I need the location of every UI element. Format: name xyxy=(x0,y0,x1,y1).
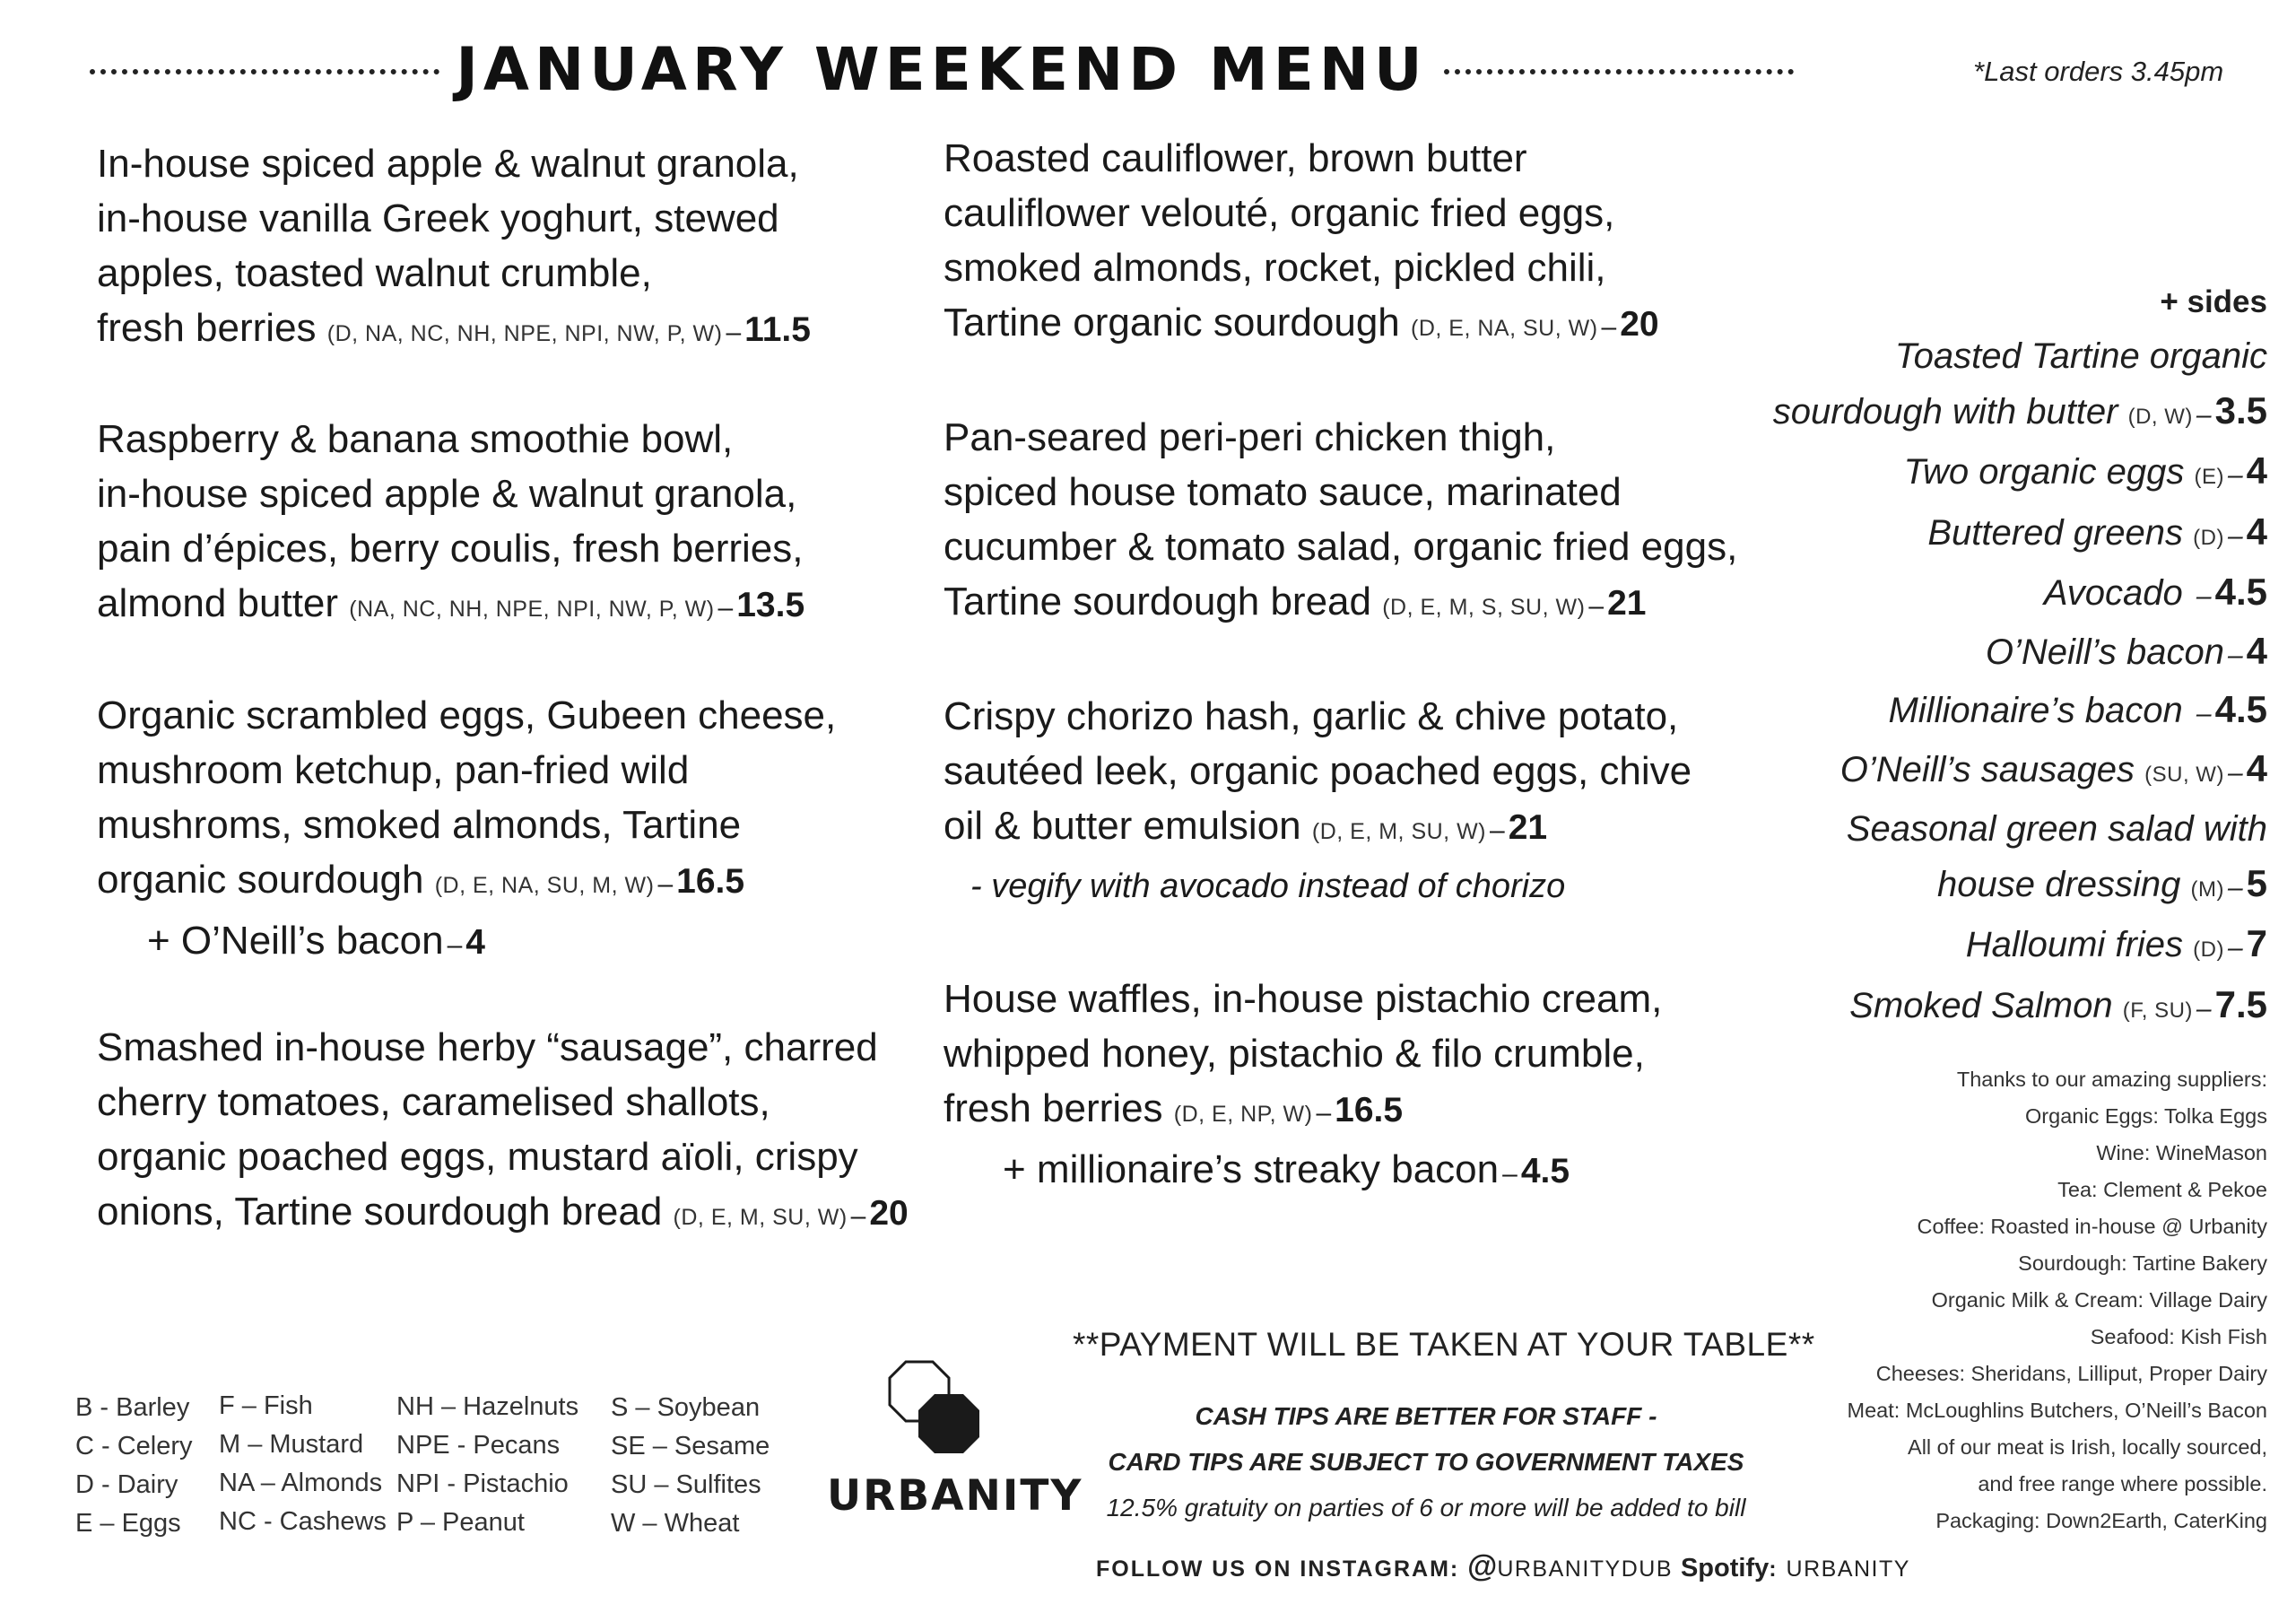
dish-line: fresh berries xyxy=(97,306,317,350)
dish-line: apples, toasted walnut crumble, xyxy=(97,251,652,295)
allergen-key-item: S – Soybean xyxy=(611,1393,761,1422)
logo-wordmark: URBANITY xyxy=(827,1471,1083,1521)
allergen-codes: (M) xyxy=(2190,876,2224,902)
dish-line: fresh berries xyxy=(944,1086,1163,1130)
allergen-key-item: NA – Almonds xyxy=(219,1469,383,1497)
allergen-key-item: C - Celery xyxy=(75,1432,193,1460)
allergen-codes: (D, E, NA, SU, W) xyxy=(1411,316,1598,341)
menu-header xyxy=(90,29,1794,109)
dish-scrambled-eggs: Organic scrambled eggs, Gubeen cheese, mushroom ketchup, pan-fried wild mushroms, smoked almonds, Tartine organic sourdough (D, E, NA, SU, M, W) – 16.5 + O’Neill’s bacon – 4 xyxy=(97,688,836,972)
allergen-key-item: E – Eggs xyxy=(75,1509,181,1538)
instagram-label: FOLLOW US ON INSTAGRAM: xyxy=(1096,1556,1460,1582)
side-item: house dressing (M) –5 xyxy=(1937,861,2267,904)
side-name: Seasonal green salad with xyxy=(1846,809,2267,849)
allergen-key-item: F – Fish xyxy=(219,1391,313,1420)
dish-line: onions, Tartine sourdough bread xyxy=(97,1190,663,1234)
supplier-line: Packaging: Down2Earth, CaterKing xyxy=(1935,1509,2267,1532)
dish-herby-sausage: Smashed in-house herby “sausage”, charred cherry tomatoes, caramelised shallots, organic poached eggs, mustard aïoli, crispy onions, Tartine sourdough bread (D, E, M, SU, W) – 20 xyxy=(97,1020,909,1245)
side-name: Smoked Salmon xyxy=(1849,985,2113,1025)
allergen-key-item: SU – Sulfites xyxy=(611,1470,761,1499)
dish-cauliflower: Roasted cauliflower, brown butter cauliflower velouté, organic fried eggs, smoked almonds, rocket, pickled chili, Tartine organic sourdough (D, E, NA, SU, W) – 20 xyxy=(944,131,1659,356)
dish-price: 21 xyxy=(1508,808,1548,847)
dish-line: spiced house tomato sauce, marinated xyxy=(944,470,1622,514)
supplier-line: Coffee: Roasted in-house @ Urbanity xyxy=(1917,1215,2267,1238)
allergen-key-item: M – Mustard xyxy=(219,1430,364,1459)
allergen-codes: (D) xyxy=(2193,525,2224,550)
side-price: 3.5 xyxy=(2214,388,2267,432)
side-price: 7.5 xyxy=(2214,982,2267,1025)
dish-chorizo-hash: Crispy chorizo hash, garlic & chive potato, sautéed leek, organic poached eggs, chive oil & butter emulsion (D, E, M, SU, W) – 21 - vegify with avocado instead of chorizo xyxy=(944,689,1692,914)
gratuity-notice: 12.5% gratuity on parties of 6 or more will be added to bill xyxy=(1106,1494,1746,1521)
side-name: Two organic eggs xyxy=(1903,452,2185,492)
spotify-handle[interactable]: URBANITY xyxy=(1786,1556,1910,1582)
dish-line: cauliflower velouté, organic fried eggs, xyxy=(944,191,1615,235)
supplier-line: Seafood: Kish Fish xyxy=(2090,1325,2267,1348)
dish-house-waffles: House waffles, in-house pistachio cream, whipped honey, pistachio & filo crumble, fresh berries (D, E, NP, W) – 16.5 + millionaire’s streaky bacon – 4.5 xyxy=(944,972,1662,1201)
side-name: Halloumi fries xyxy=(1965,925,2183,964)
side-price: 4 xyxy=(2246,746,2267,789)
supplier-line: Organic Milk & Cream: Village Dairy xyxy=(1931,1288,2267,1312)
supplier-line: Cheeses: Sheridans, Lilliput, Proper Dairy xyxy=(1875,1362,2267,1385)
allergen-key-column xyxy=(75,1389,193,1543)
extra-price: 4.5 xyxy=(1520,1152,1570,1190)
dish-price: 11.5 xyxy=(744,310,811,349)
allergen-key-item: NPI - Pistachio xyxy=(396,1469,569,1498)
side-item: O’Neill’s sausages (SU, W) –4 xyxy=(1839,746,2267,789)
payment-notice: **PAYMENT WILL BE TAKEN AT YOUR TABLE** xyxy=(1073,1326,1815,1363)
dish-line: pain d’épices, berry coulis, fresh berries, xyxy=(97,527,804,571)
side-name: house dressing xyxy=(1937,864,2181,904)
side-name: Toasted Tartine organic xyxy=(1894,336,2267,376)
sides-title: + sides xyxy=(2160,284,2267,319)
vegify-note: - vegify with avocado instead of chorizo xyxy=(970,868,1566,905)
dish-line: organic sourdough xyxy=(97,858,424,902)
side-item: O’Neill’s bacon –4 xyxy=(1985,629,2267,672)
dish-price: 20 xyxy=(869,1194,909,1233)
dish-line: in-house spiced apple & walnut granola, xyxy=(97,472,797,516)
side-item: Millionaire’s bacon –4.5 xyxy=(1888,688,2267,730)
side-name: Millionaire’s bacon xyxy=(1888,691,2183,730)
side-item xyxy=(1773,802,2267,857)
instagram-handle[interactable]: URBANITYDUB xyxy=(1497,1556,1674,1582)
side-price: 5 xyxy=(2246,861,2267,904)
side-item: Avocado –4.5 xyxy=(2043,571,2267,613)
supplier-line: Meat: McLoughlins Butchers, O’Neill’s Bacon xyxy=(1847,1399,2267,1422)
allergen-key-item: NC - Cashews xyxy=(219,1507,387,1536)
supplier-line: Sourdough: Tartine Bakery xyxy=(2018,1251,2267,1275)
dish-price: 21 xyxy=(1607,584,1647,623)
tips-notice-line2: CARD TIPS ARE SUBJECT TO GOVERNMENT TAXES xyxy=(1108,1448,1744,1476)
side-price: 4 xyxy=(2246,449,2267,492)
spotify-label: Spotify xyxy=(1680,1554,1770,1582)
dish-line: organic poached eggs, mustard aïoli, crispy xyxy=(97,1135,858,1179)
allergen-codes: (D, NA, NC, NH, NPE, NPI, NW, P, W) xyxy=(326,321,723,346)
dish-line: Tartine organic sourdough xyxy=(944,301,1400,344)
side-item: Buttered greens (D) –4 xyxy=(1927,510,2267,553)
side-item: Smoked Salmon (F, SU) –7.5 xyxy=(1849,982,2267,1025)
title-dots-left xyxy=(90,69,439,74)
dish-line: Roasted cauliflower, brown butter xyxy=(944,136,1527,180)
allergen-key-item: W – Wheat xyxy=(611,1509,740,1538)
supplier-line: and free range where possible. xyxy=(1978,1472,2267,1495)
dish-smoothie-bowl: Raspberry & banana smoothie bowl, in-house spiced apple & walnut granola, pain d’épices, berry coulis, fresh berries, almond butter (NA, NC, NH, NPE, NPI, NW, P, W) – 13.5 xyxy=(97,412,804,637)
side-name: Buttered greens xyxy=(1927,512,2183,553)
dish-line: mushroms, smoked almonds, Tartine xyxy=(97,803,742,847)
dish-line: oil & butter emulsion xyxy=(944,804,1301,848)
side-item xyxy=(1773,329,2267,384)
supplier-line: Organic Eggs: Tolka Eggs xyxy=(2025,1104,2267,1128)
at-sign-icon: @ xyxy=(1467,1549,1498,1583)
side-price: 4 xyxy=(2246,629,2267,672)
allergen-key-item: D - Dairy xyxy=(75,1470,178,1499)
allergen-key-column xyxy=(219,1387,387,1541)
supplier-line: Thanks to our amazing suppliers: xyxy=(1956,1068,2267,1091)
side-name: O’Neill’s bacon xyxy=(1985,632,2224,672)
side-price: 7 xyxy=(2246,922,2267,964)
dish-line: Smashed in-house herby “sausage”, charred xyxy=(97,1025,878,1069)
dish-line: mushroom ketchup, pan-fried wild xyxy=(97,748,690,792)
side-name: Avocado xyxy=(2043,573,2183,613)
dish-line: In-house spiced apple & walnut granola, xyxy=(97,142,799,186)
last-orders-note: *Last orders 3.45pm xyxy=(1973,56,2224,87)
sides-list xyxy=(1773,275,2267,1038)
allergen-codes: (F, SU) xyxy=(2122,998,2193,1023)
dish-line: smoked almonds, rocket, pickled chili, xyxy=(944,246,1606,290)
tips-notice-line1: CASH TIPS ARE BETTER FOR STAFF - xyxy=(1195,1402,1657,1430)
dish-line: almond butter xyxy=(97,581,339,625)
dish-line: in-house vanilla Greek yoghurt, stewed xyxy=(97,196,779,240)
dish-granola: In-house spiced apple & walnut granola, in-house vanilla Greek yoghurt, stewed apples, toasted walnut crumble, fresh berries (D, NA, NC, NH, NPE, NPI, NW, P, W) – 11.5 xyxy=(97,136,811,362)
side-item: sourdough with butter (D, W) –3.5 xyxy=(1772,388,2267,432)
allergen-codes: (NA, NC, NH, NPE, NPI, NW, P, W) xyxy=(349,597,715,622)
dish-line: House waffles, in-house pistachio cream, xyxy=(944,977,1663,1021)
side-price: 4.5 xyxy=(2214,688,2267,730)
side-name: O’Neill’s sausages xyxy=(1839,749,2135,789)
dish-line: Crispy chorizo hash, garlic & chive potato, xyxy=(944,694,1679,738)
allergen-key-item: NPE - Pecans xyxy=(396,1431,561,1460)
side-price: 4.5 xyxy=(2214,571,2267,613)
dish-line: Organic scrambled eggs, Gubeen cheese, xyxy=(97,693,837,737)
dish-peri-peri-chicken: Pan-seared peri-peri chicken thigh, spiced house tomato sauce, marinated cucumber & tomato salad, organic fried eggs, Tartine sourdough bread (D, E, M, S, SU, W) – 21 xyxy=(944,410,1737,635)
dish-price: 16.5 xyxy=(676,862,745,901)
dish-line: Raspberry & banana smoothie bowl, xyxy=(97,417,734,461)
side-item: Two organic eggs (E) –4 xyxy=(1903,449,2267,492)
allergen-codes: (D, E, NA, SU, M, W) xyxy=(434,873,655,898)
dish-line: whipped honey, pistachio & filo crumble, xyxy=(944,1032,1645,1076)
dish-price: 16.5 xyxy=(1335,1091,1404,1129)
allergen-codes: (SU, W) xyxy=(2144,762,2224,787)
allergen-codes: (D, E, M, SU, W) xyxy=(1311,819,1486,844)
dish-line: cherry tomatoes, caramelised shallots, xyxy=(97,1080,770,1124)
allergen-codes: (E) xyxy=(2194,465,2224,489)
allergen-key-item: SE – Sesame xyxy=(611,1432,770,1460)
social-links: FOLLOW US ON INSTAGRAM: @URBANITYDUB Spotify: URBANITY xyxy=(1096,1549,1910,1583)
side-price: 4 xyxy=(2246,510,2267,553)
extra-price: 4 xyxy=(465,923,485,962)
allergen-codes: (D, E, M, S, SU, W) xyxy=(1382,595,1586,620)
suppliers-list xyxy=(1848,1061,2267,1539)
page-title: JANUARY WEEKEND MENU xyxy=(456,34,1428,104)
allergen-key-column xyxy=(396,1388,578,1542)
allergen-key-item: NH – Hazelnuts xyxy=(396,1392,579,1421)
dish-price: 13.5 xyxy=(736,586,805,624)
allergen-key-column xyxy=(611,1389,770,1543)
side-item: Halloumi fries (D) –7 xyxy=(1965,922,2267,964)
dish-line: sautéed leek, organic poached eggs, chive xyxy=(944,749,1692,793)
allergen-codes: (D, W) xyxy=(2127,404,2193,429)
dish-price: 20 xyxy=(1620,305,1659,344)
dish-line: cucumber & tomato salad, organic fried eggs, xyxy=(944,525,1738,569)
allergen-key-item: B - Barley xyxy=(75,1393,190,1422)
dish-extra: + O’Neill’s bacon xyxy=(147,919,444,963)
supplier-line: Tea: Clement & Pekoe xyxy=(2057,1178,2267,1201)
allergen-codes: (D, E, M, SU, W) xyxy=(673,1205,848,1230)
allergen-codes: (D, E, NP, W) xyxy=(1173,1102,1313,1127)
urbanity-logo-icon xyxy=(886,1358,1003,1466)
allergen-key-item: P – Peanut xyxy=(396,1508,525,1537)
allergen-codes: (D) xyxy=(2193,937,2224,962)
title-dots-right xyxy=(1444,69,1794,74)
supplier-line: Wine: WineMason xyxy=(2096,1141,2267,1164)
dish-line: Tartine sourdough bread xyxy=(944,580,1371,623)
side-name: sourdough with butter xyxy=(1772,391,2118,432)
dish-line: Pan-seared peri-peri chicken thigh, xyxy=(944,415,1556,459)
supplier-line: All of our meat is Irish, locally sourced, xyxy=(1908,1435,2267,1459)
dish-extra: + millionaire’s streaky bacon xyxy=(1003,1147,1500,1191)
